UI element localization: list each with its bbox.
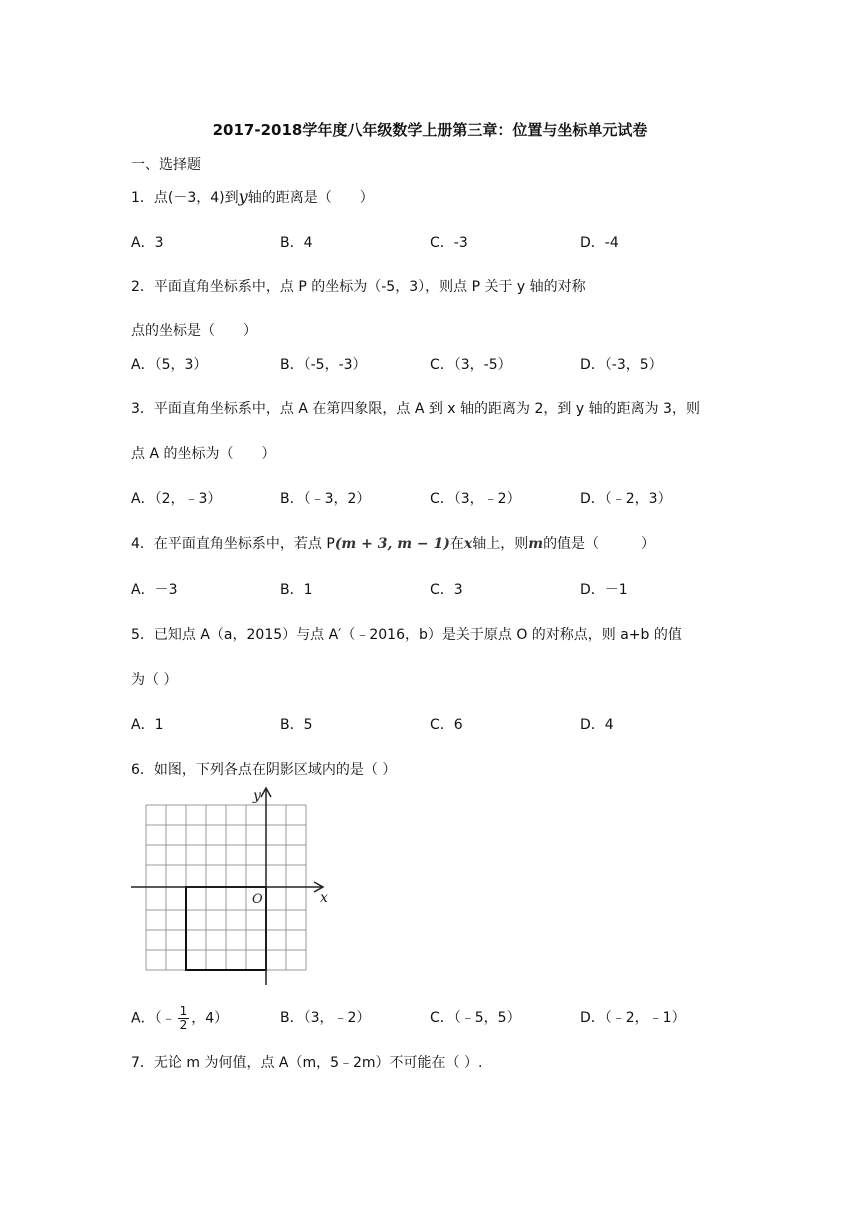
q6-option-a [131, 1005, 228, 1032]
q5-option-b: B．5 [280, 717, 313, 733]
q2-option-a: A．（5，3） [131, 357, 208, 373]
y-axis-label: y [253, 788, 261, 804]
q6-option-a-suffix: ，4） [191, 1010, 229, 1027]
q6-option-c: C．（﹣5，5） [430, 1010, 521, 1026]
question-7-line-1: 7．无论 m 为何值，点 A（m，5﹣2m）不可能在（ ）. [131, 1055, 483, 1071]
question-6-line-1: 6．如图，下列各点在阴影区域内的是（ ） [131, 762, 397, 778]
q6-option-d: D．（﹣2，﹣1） [580, 1010, 686, 1026]
question-4-expression: (m + 3, m − 1) [334, 536, 450, 552]
q6-option-b: B．（3，﹣2） [280, 1010, 371, 1026]
fraction-denominator: 2 [179, 1018, 188, 1032]
question-4-var-m: m [528, 536, 544, 552]
q4-option-a: A．－3 [131, 582, 178, 598]
question-3-line-2: 点 A 的坐标为（ ） [131, 446, 276, 462]
q2-option-b: B．（-5，-3） [280, 357, 367, 373]
origin-label: O [252, 892, 263, 907]
q5-option-d: D．4 [580, 717, 614, 733]
question-3-line-1: 3．平面直角坐标系中，点 A 在第四象限，点 A 到 x 轴的距离为 2，到 y 轴的距离为 3，则 [131, 401, 700, 417]
question-4-var-x: x [463, 536, 473, 552]
q3-option-d: D．（﹣2，3） [580, 491, 672, 507]
q5-option-a: A．1 [131, 717, 164, 733]
q4-option-c: C．3 [430, 582, 463, 598]
q3-option-a: A．（2，﹣3） [131, 491, 222, 507]
question-5-line-1: 5．已知点 A（a，2015）与点 A′（﹣2016，b）是关于原点 O 的对称点，则 a+b 的值 [131, 627, 682, 643]
q3-option-c: C．（3，﹣2） [430, 491, 521, 507]
question-4-text-c: 轴上，则 [472, 536, 529, 552]
question-1-text-a: 1．点(－3，4)到 [131, 190, 239, 206]
q1-option-d: D．-4 [580, 235, 619, 251]
q6-option-a-prefix: A．（﹣ [131, 1010, 176, 1027]
question-2-line-1: 2．平面直角坐标系中，点 P 的坐标为（-5，3），则点 P 关于 y 轴的对称 [131, 279, 586, 295]
q1-option-a: A．3 [131, 235, 164, 251]
q1-option-b: B．4 [280, 235, 313, 251]
page-title: 2017-2018学年度八年级数学上册第三章：位置与坐标单元试卷 [212, 121, 648, 139]
q2-option-c: C．（3，-5） [430, 357, 512, 373]
question-4-text-d: 的值是（ ） [543, 536, 656, 552]
section-heading: 一、选择题 [131, 157, 201, 173]
coordinate-grid-figure [126, 785, 341, 990]
question-4 [131, 533, 655, 553]
question-1-var: y [238, 187, 248, 206]
x-axis-label: x [320, 890, 328, 906]
q1-option-c: C．-3 [430, 235, 468, 251]
question-1 [131, 187, 374, 207]
question-1-text-b: 轴的距离是（ ） [247, 190, 374, 206]
q4-option-d: D．－1 [580, 582, 628, 598]
q2-option-d: D．（-3，5） [580, 357, 663, 373]
question-5-line-2: 为（ ） [131, 672, 178, 688]
question-4-text-b: 在 [449, 536, 464, 552]
question-4-text-a: 4．在平面直角坐标系中，若点 P [131, 536, 335, 552]
fraction-numerator: 1 [179, 1004, 188, 1018]
q4-option-b: B．1 [280, 582, 313, 598]
question-2-line-2: 点的坐标是（ ） [131, 323, 257, 339]
q5-option-c: C．6 [430, 717, 463, 733]
q3-option-b: B．（﹣3，2） [280, 491, 371, 507]
q6-option-a-fraction [178, 1005, 190, 1032]
